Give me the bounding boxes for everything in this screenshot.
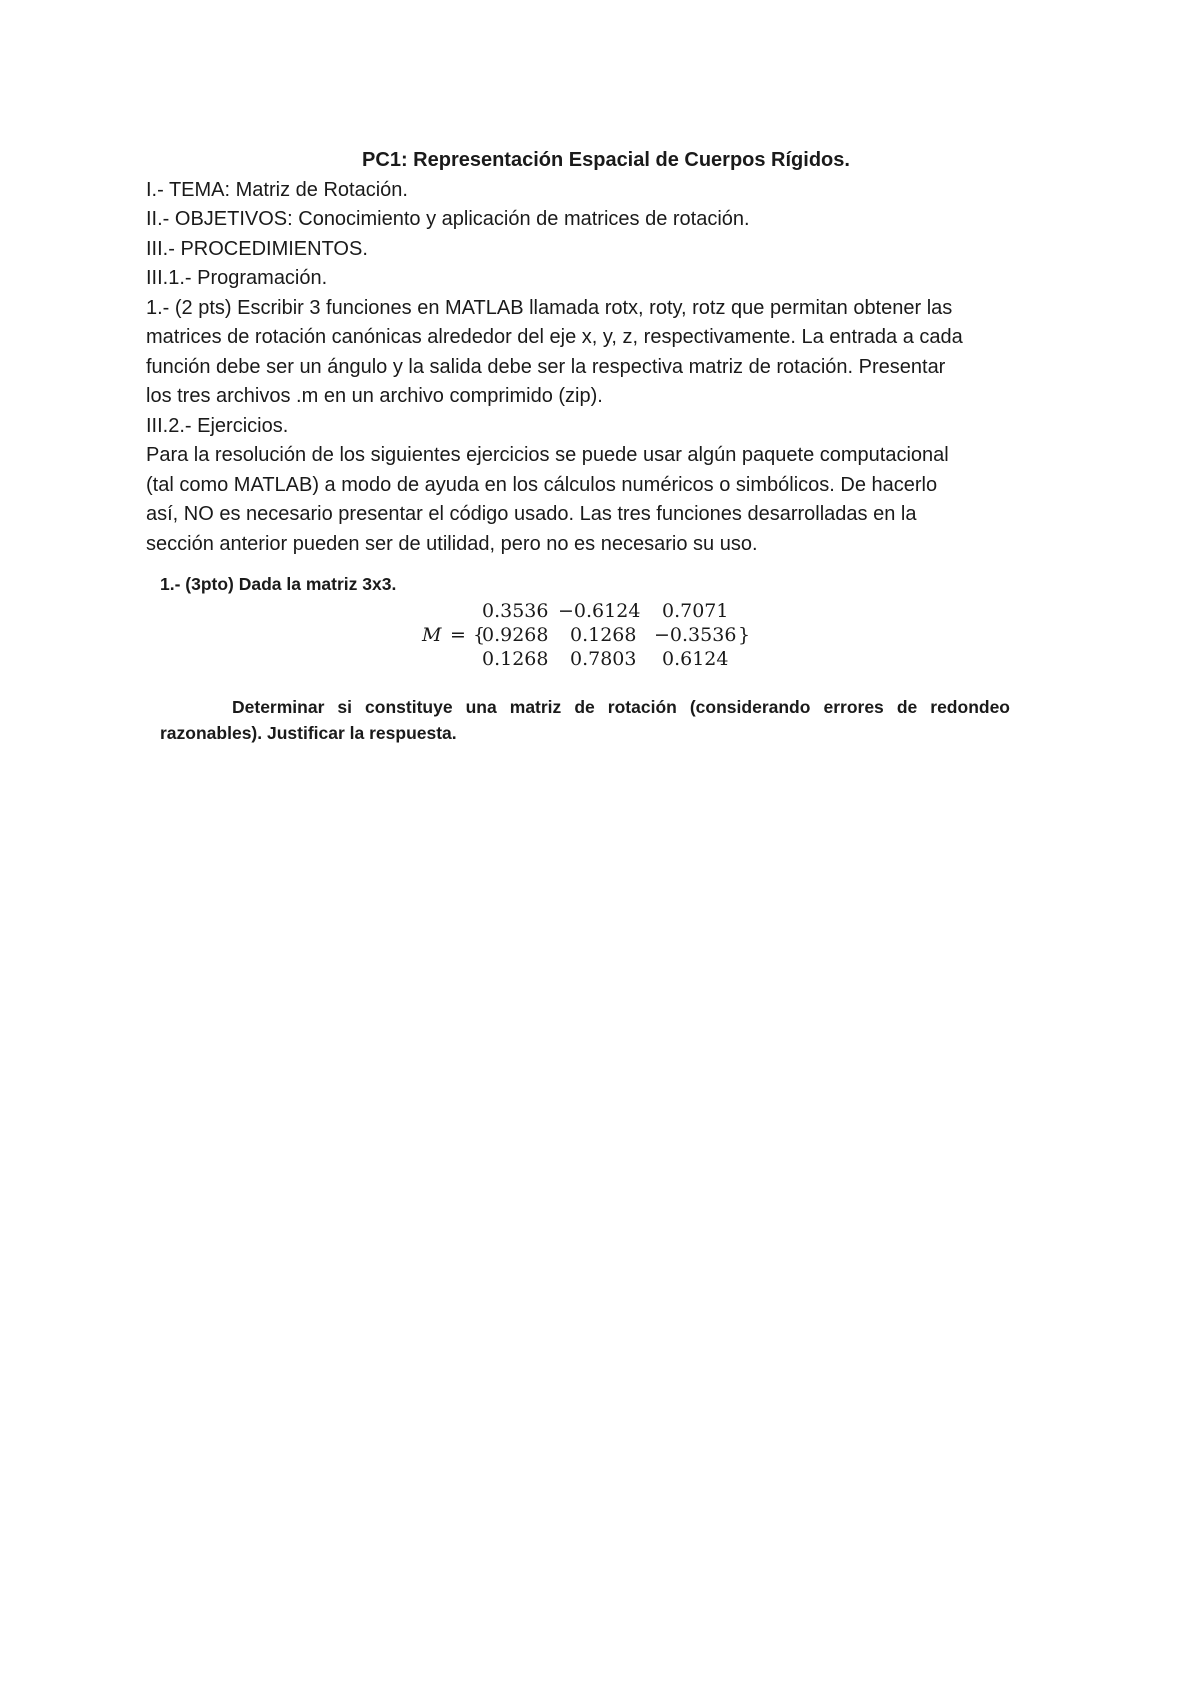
matrix-cell: 0.3536 <box>482 600 549 622</box>
subsection-ejercicios: III.2.- Ejercicios. <box>146 414 289 437</box>
programming-task-line: función debe ser un ángulo y la salida debe ser la respectiva matriz de rotación. Presentar <box>146 355 946 378</box>
matrix-cell: −0.6124 <box>558 600 641 622</box>
matrix-brace-close: } <box>738 624 751 646</box>
document-title: PC1: Representación Espacial de Cuerpos Rígidos. <box>362 149 850 171</box>
matrix-cell: −0.3536 <box>654 624 737 646</box>
exercises-intro-line: Para la resolución de los siguientes ejercicios se puede usar algún paquete computacional <box>146 444 949 466</box>
matrix-equation <box>160 596 1010 676</box>
subsection-programacion: III.1.- Programación. <box>146 267 328 289</box>
programming-task-line: matrices de rotación canónicas alrededor del eje x, y, z, respectivamente. La entrada a cada <box>146 326 963 348</box>
exercises-intro-line: así, NO es necesario presentar el código usado. Las tres funciones desarrolladas en la <box>146 503 917 525</box>
matrix-cell: 0.7071 <box>662 600 729 622</box>
document-body <box>146 146 1066 559</box>
exercise-question-line: Determinar si constituye una matriz de rotación (considerando errores de redondeo <box>232 697 1010 717</box>
exercises-intro-line: (tal como MATLAB) a modo de ayuda en los cálculos numéricos o simbólicos. De hacerlo <box>146 473 938 496</box>
programming-task-line: los tres archivos .m en un archivo comprimido (zip). <box>146 385 603 407</box>
matrix-cell: 0.9268 <box>482 624 549 646</box>
matrix-cell: 0.1268 <box>570 624 637 646</box>
exercise-question-line: razonables). Justificar la respuesta. <box>160 723 457 743</box>
matrix-cell: 0.1268 <box>482 648 549 670</box>
exercises-intro-line: sección anterior pueden ser de utilidad, pero no es necesario su uso. <box>146 532 758 555</box>
exercise-heading: 1.- (3pto) Dada la matriz 3x3. <box>160 574 397 594</box>
matrix-cell: 0.6124 <box>662 648 729 670</box>
matrix-brace-open: { <box>473 624 486 646</box>
programming-task-line: 1.- (2 pts) Escribir 3 funciones en MATLAB llamada rotx, roty, rotz que permitan obtener las <box>146 296 953 319</box>
exercise-question <box>160 694 1010 746</box>
matrix-label: M <box>422 624 442 646</box>
equals-sign: = <box>450 624 466 646</box>
section-procedimientos: III.- PROCEDIMIENTOS. <box>146 237 368 260</box>
exercise-1-image <box>160 572 1010 743</box>
section-objetivos: II.- OBJETIVOS: Conocimiento y aplicación de matrices de rotación. <box>146 208 750 230</box>
matrix-cell: 0.7803 <box>570 648 637 670</box>
section-tema: I.- TEMA: Matriz de Rotación. <box>146 178 408 201</box>
